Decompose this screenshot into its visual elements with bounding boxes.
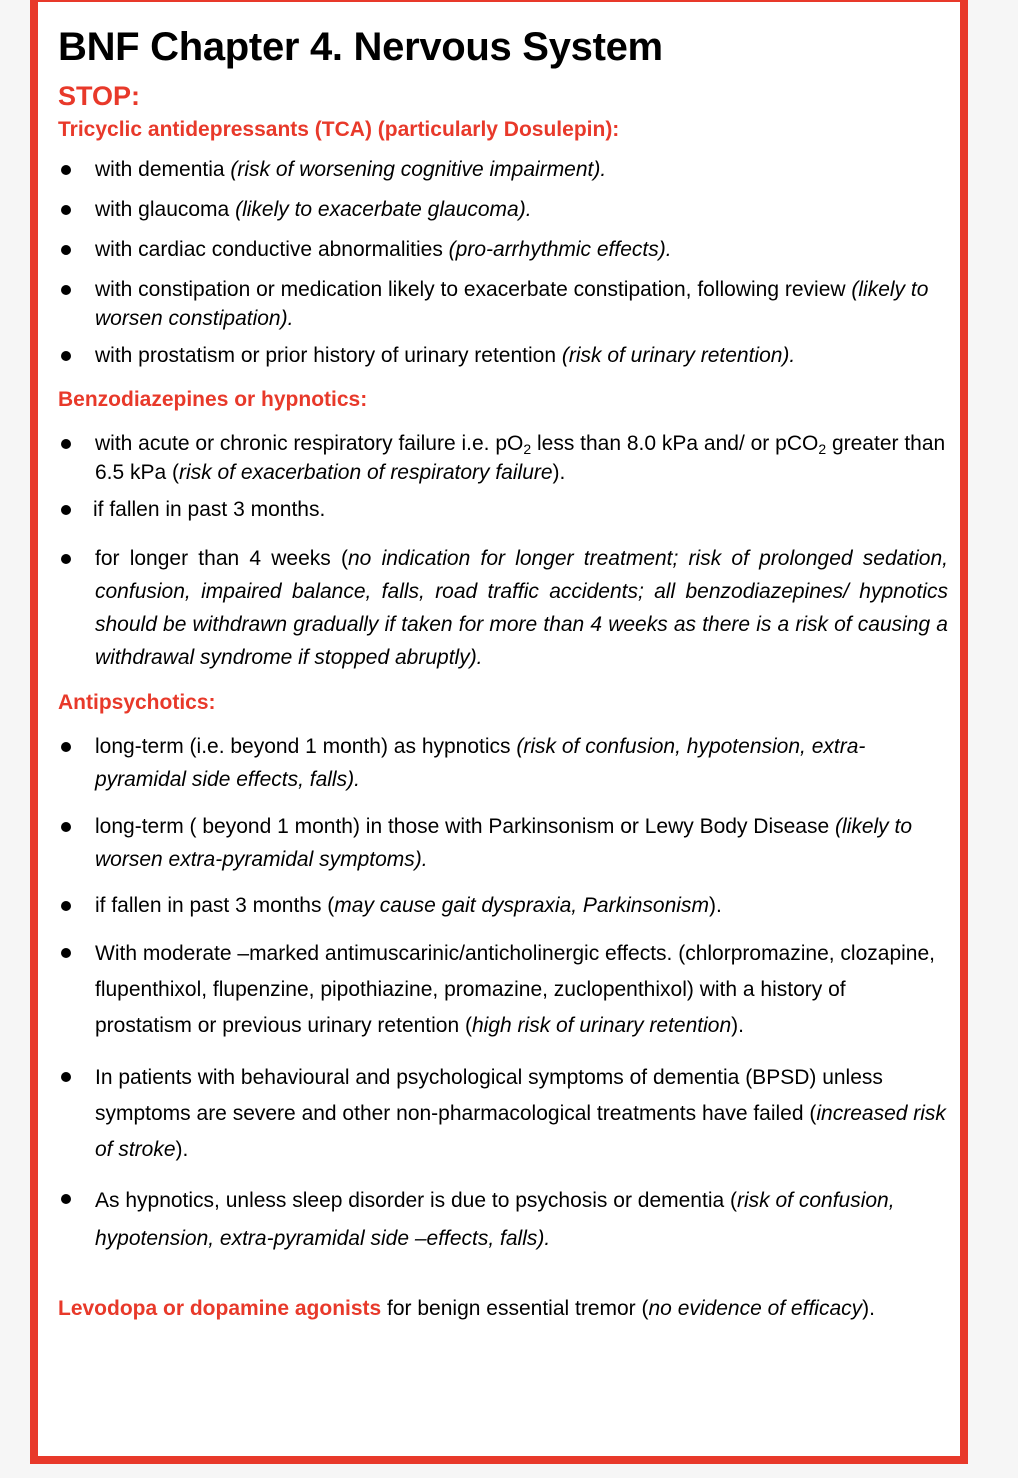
list-item: with acute or chronic respiratory failure i.e. $pO_2$ less than 8.0 kPa and/ or pCO$_2$ greater than 6.5 kPa (risk of exacerbation of respiratory failure). <box>58 429 948 487</box>
bullet-icon <box>61 742 71 752</box>
list-item: In patients with behavioural and psychological symptoms of dementia (BPSD) unless symptoms are severe and other non-pharmacological treatments have failed (increased risk of stroke). <box>58 1060 948 1168</box>
list-item: with glaucoma (likely to exacerbate glaucoma). <box>58 195 948 224</box>
list-item: As hypnotics, unless sleep disorder is due to psychosis or dementia (risk of confusion, hypotension, extra-pyramidal side –effects, falls). <box>58 1182 948 1258</box>
bullet-icon <box>61 1194 71 1204</box>
bullet-icon <box>61 165 71 175</box>
levodopa-statement: Levodopa or dopamine agonists for benign essential tremor (no evidence of efficacy). <box>58 1297 875 1320</box>
section-heading-benzodiazepines: Benzodiazepines or hypnotics: <box>58 388 368 411</box>
document-content <box>58 24 948 1325</box>
list-item: if fallen in past 3 months. <box>58 495 948 524</box>
document-frame <box>30 0 968 1464</box>
bullet-icon <box>61 285 71 295</box>
bullet-icon <box>61 948 71 958</box>
list-item: long-term ( beyond 1 month) in those with Parkinsonism or Lewy Body Disease (likely to worsen extra-pyramidal symptoms). <box>58 810 948 876</box>
list-item: with cardiac conductive abnormalities (pro-arrhythmic effects). <box>58 235 948 264</box>
bullet-icon <box>61 901 71 911</box>
section-heading-antipsychotics: Antipsychotics: <box>58 691 216 714</box>
list-item: long-term (i.e. beyond 1 month) as hypnotics (risk of confusion, hypotension, extra-pyramidal side effects, falls). <box>58 730 948 796</box>
drug-name: Levodopa or dopamine agonists <box>58 1297 382 1320</box>
bullet-icon <box>61 822 71 832</box>
list-item: with constipation or medication likely to exacerbate constipation, following review (likely to worsen constipation). <box>58 275 948 333</box>
bullet-icon <box>61 245 71 255</box>
bullet-icon <box>61 439 71 449</box>
antipsychotics-list <box>58 730 948 1258</box>
bullet-icon <box>61 505 71 515</box>
list-item: With moderate –marked antimuscarinic/anticholinergic effects. (chlorpromazine, clozapine, flupenthixol, flupenzine, pipothiazine, promazine, zuclopenthixol) with a history of prostatism or previous urinary retention (high risk of urinary retention). <box>58 936 948 1044</box>
bullet-icon <box>61 351 71 361</box>
list-item: for longer than 4 weeks (no indication for longer treatment; risk of prolonged sedation, confusion, impaired balance, falls, road traffic accidents; all benzodiazepines/ hypnotics should be withdrawn gradually if taken for more than 4 weeks as there is a risk of causing a withdrawal syndrome if stopped abruptly). <box>58 542 948 674</box>
bullet-icon <box>61 1072 71 1082</box>
tca-list <box>58 155 948 370</box>
list-item: with prostatism or prior history of urinary retention (risk of urinary retention). <box>58 341 948 370</box>
page-title: BNF Chapter 4. Nervous System <box>58 25 663 69</box>
list-item: if fallen in past 3 months (may cause gait dyspraxia, Parkinsonism). <box>58 889 948 922</box>
section-heading-tca: Tricyclic antidepressants (TCA) (particularly Dosulepin): <box>58 118 620 141</box>
stop-label: STOP: <box>58 81 141 111</box>
bullet-icon <box>61 554 71 564</box>
bullet-icon <box>61 205 71 215</box>
list-item: with dementia (risk of worsening cognitive impairment). <box>58 155 948 184</box>
benzodiazepines-list <box>58 429 948 674</box>
